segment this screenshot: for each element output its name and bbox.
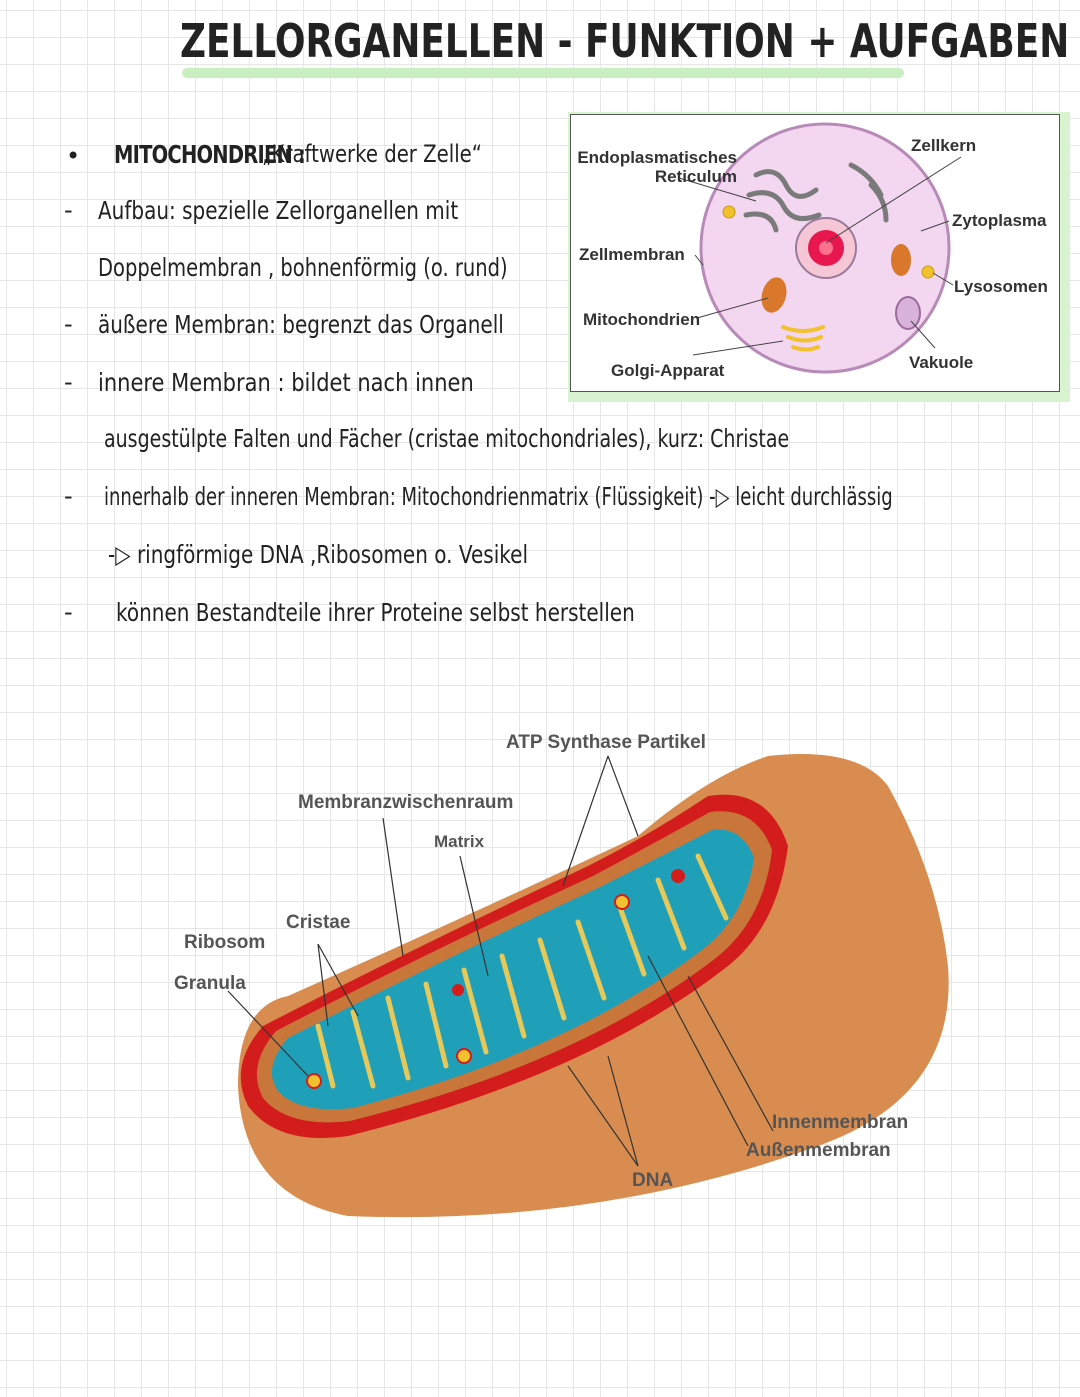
dash-2: - (64, 310, 73, 338)
label-membrane: Zellmembran (579, 245, 685, 264)
label-er: Endoplasmatisches Reticulum (577, 148, 737, 186)
label-outer-membrane: Außenmembran (746, 1140, 891, 1161)
label-cristae: Cristae (286, 912, 351, 933)
dash-4: - (64, 482, 73, 510)
page-title: ZELLORGANELLEN - FUNKTION + AUFGABEN (180, 14, 1070, 68)
notes-line-6: innerhalb der inneren Membran: Mitochondrienmatrix (Flüssigkeit) -▷ leicht durchlässig (104, 482, 893, 511)
label-lysosome: Lysosomen (954, 277, 1048, 296)
notes-heading: MITOCHONDRIEN : (114, 140, 306, 169)
label-mitochondria: Mitochondrien (583, 310, 701, 329)
label-granula: Granula (174, 973, 246, 994)
label-inner-membrane: Innenmembran (772, 1112, 909, 1133)
label-atp: ATP Synthase Partikel (506, 732, 706, 753)
notes-line-4: innere Membran : bildet nach innen (98, 368, 474, 397)
mitochondrion-diagram (168, 726, 954, 1226)
notes-line-1: Aufbau: spezielle Zellorganellen mit (98, 196, 459, 225)
notes-line-5: ausgestülpte Falten und Fächer (cristae mitochondriales), kurz: Christae (104, 424, 790, 453)
bullet-dot: • (66, 142, 81, 170)
notes-line-8: können Bestandteile ihrer Proteine selbst herstellen (116, 598, 635, 627)
notes-line-3: äußere Membran: begrenzt das Organell (98, 310, 504, 339)
label-intermembrane: Membranzwischenraum (298, 792, 514, 813)
dash-1: - (64, 196, 73, 224)
cell-diagram (570, 114, 1060, 392)
dash-5: - (64, 598, 73, 626)
label-nucleus: Zellkern (911, 136, 977, 155)
dash-3: - (64, 368, 73, 396)
notes-line-7: -▷ ringförmige DNA ,Ribosomen o. Vesikel (108, 540, 529, 569)
title-highlight (182, 68, 904, 78)
label-vacuole: Vakuole (909, 353, 974, 372)
label-dna: DNA (632, 1170, 674, 1191)
label-matrix: Matrix (434, 832, 485, 851)
notes-line-2: Doppelmembran , bohnenförmig (o. rund) (98, 253, 508, 282)
label-golgi: Golgi-Apparat (611, 361, 725, 380)
label-ribosome: Ribosom (184, 932, 266, 953)
label-cytoplasm: Zytoplasma (952, 211, 1047, 230)
notes-heading-quote: „Kraftwerke der Zelle“ (262, 140, 482, 168)
